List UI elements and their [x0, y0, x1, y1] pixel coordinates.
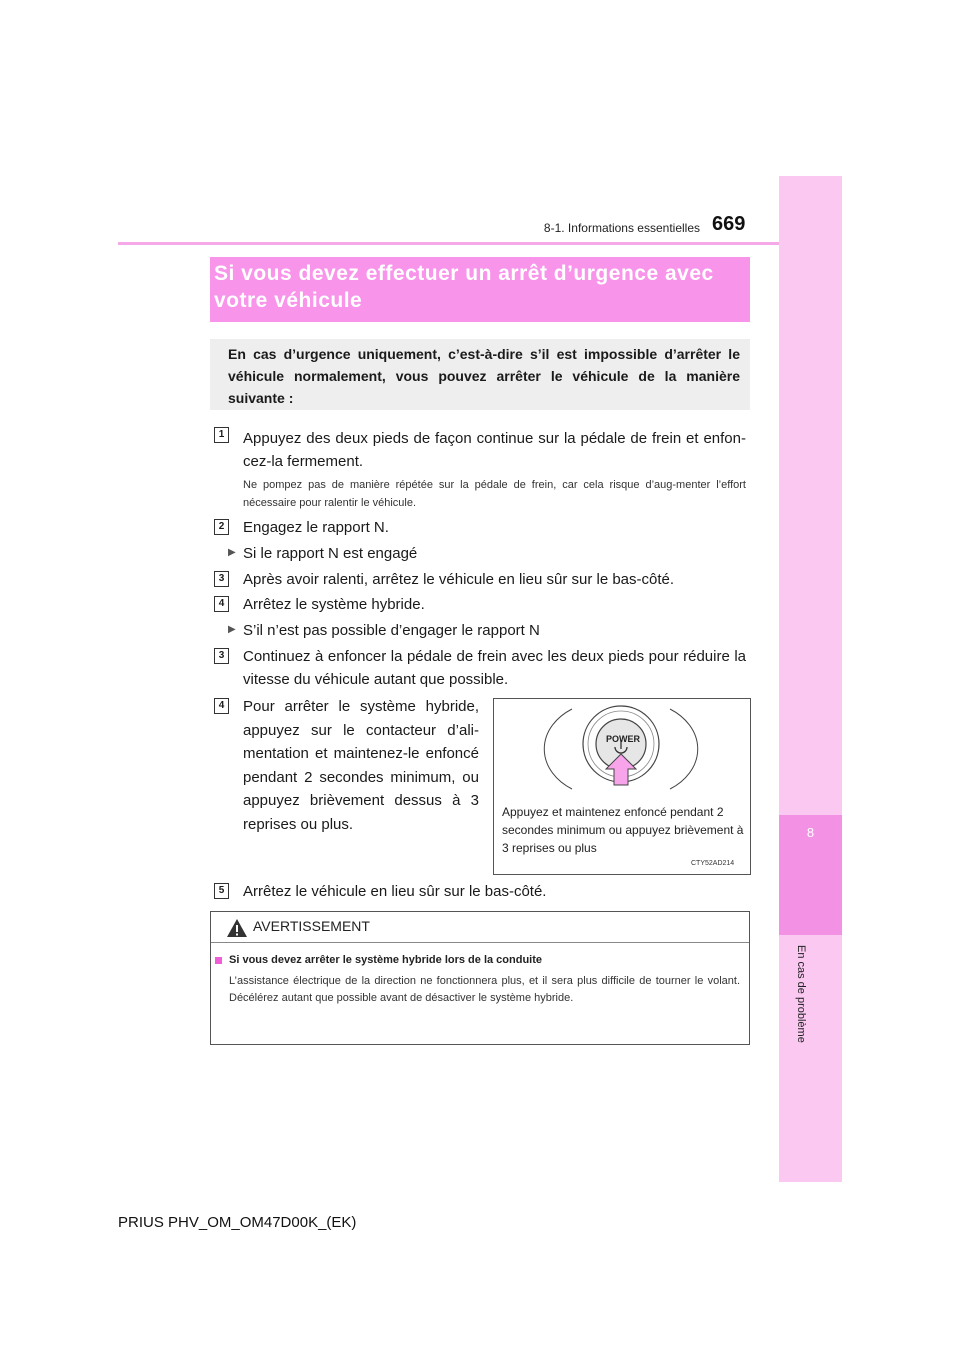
warning-title: AVERTISSEMENT — [253, 918, 370, 934]
chapter-number: 8 — [806, 825, 815, 840]
chapter-label: En cas de problème — [795, 945, 807, 1043]
warning-body: L’assistance électrique de la direction ne fonctionnera plus, et il sera plus difficile de tourner le volant. Décélérez autant que possible avant de désactiver le système hybride. — [229, 975, 740, 1004]
step-number: 1 — [214, 427, 229, 443]
square-bullet-icon — [215, 957, 222, 964]
step-number: 5 — [214, 883, 229, 899]
step-number: 4 — [214, 596, 229, 612]
warning-triangle-icon — [226, 918, 248, 938]
sub-heading: Si le rapport N est engagé — [243, 545, 418, 562]
step-number: 3 — [214, 648, 229, 664]
step-text: Arrêtez le système hybride. — [243, 596, 425, 613]
page-number: 669 — [712, 213, 746, 235]
section-title: 8-1. Informations essentielles — [543, 221, 700, 235]
step-text: Appuyez des deux pieds de façon continue sur la pédale de frein et enfon-cez-la fermement. — [243, 430, 746, 470]
power-label: POWER — [606, 734, 641, 744]
step-note: Ne pompez pas de manière répétée sur la pédale de frein, car cela risque d’aug-menter l’effort nécessaire pour ralentir le véhicule. — [243, 479, 746, 509]
step-text: Arrêtez le véhicule en lieu sûr sur le bas-côté. — [243, 883, 547, 900]
document-footer: PRIUS PHV_OM_OM47D00K_(EK) — [118, 1214, 357, 1231]
power-button-illustration — [494, 699, 748, 804]
step-number: 3 — [214, 571, 229, 587]
sub-heading: S’il n’est pas possible d’engager le rapport N — [243, 622, 540, 639]
page-title: Si vous devez effectuer un arrêt d’urgence avec votre véhicule — [214, 262, 714, 312]
step-text: Après avoir ralenti, arrêtez le véhicule en lieu sûr sur le bas-côté. — [243, 571, 675, 588]
triangle-bullet-icon: ▶ — [228, 547, 236, 558]
header-rule — [118, 242, 779, 245]
figure-caption: Appuyez et maintenez enfoncé pendant 2 secondes minimum ou appuyez brièvement à 3 reprises ou plus — [502, 805, 744, 855]
figure-code: CTY52AD214 — [691, 860, 735, 867]
triangle-bullet-icon: ▶ — [228, 624, 236, 635]
step-text: Continuez à enfoncer la pédale de frein avec les deux pieds pour réduire la vitesse du véhicule autant que possible. — [243, 648, 746, 688]
warning-heading: Si vous devez arrêter le système hybride lors de la conduite — [229, 954, 543, 966]
step-text: Pour arrêter le système hybride, appuyez sur le contacteur d’ali-mentation et maintenez-le enfoncé pendant 2 secondes minimum, ou appuyez brièvement dessus à 3 reprises ou plus. — [243, 698, 479, 833]
step-number: 4 — [214, 698, 229, 714]
step-text: Engagez le rapport N. — [243, 519, 389, 536]
step-number: 2 — [214, 519, 229, 535]
intro-text: En cas d’urgence uniquement, c’est-à-dire s’il est impossible d’arrêter le véhicule normalement, vous pouvez arrêter le véhicule de la manière suivante : — [228, 346, 740, 406]
